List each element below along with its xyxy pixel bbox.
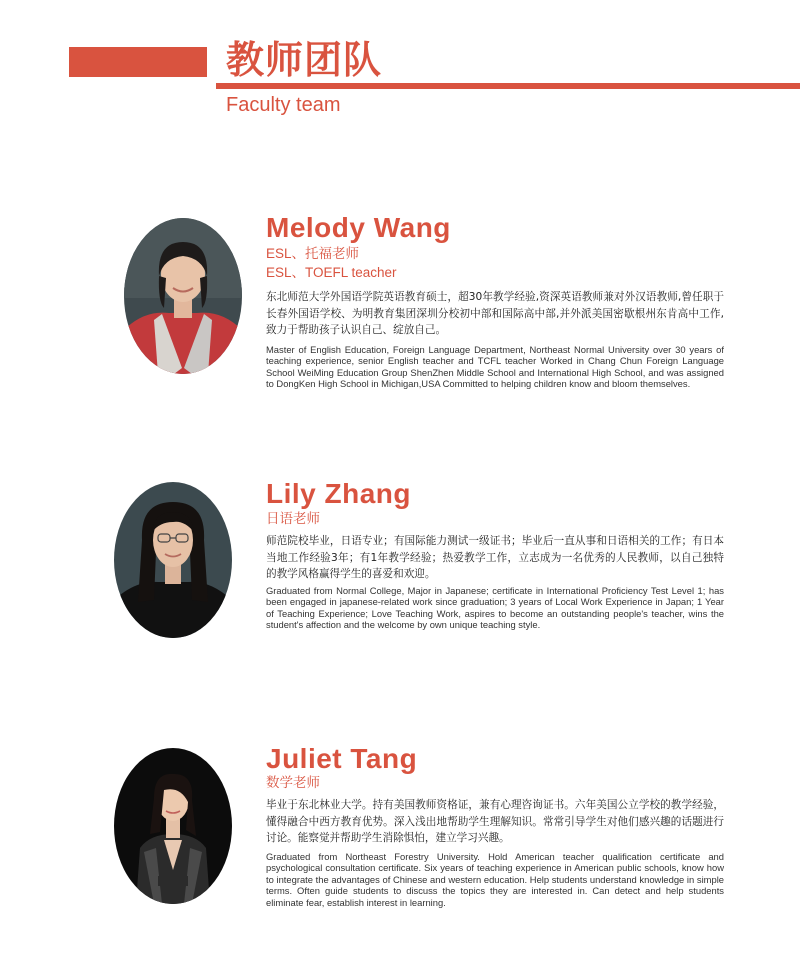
member-photo (114, 482, 232, 638)
member-description-en: Graduated from Northeast Forestry University. Hold American teacher qualification certificate and psychological consultation certificate. Six years of teaching experience in American public schools, know how to integrate the advantages of Chinese and western education. Help students understand knowledge in simple terms. Often guide students to discuss the topics they are interested in. Can detect and help students eliminate fear, establish interest in learning. (266, 851, 724, 908)
member-description-cn: 师范院校毕业，日语专业；有国际能力测试一级证书；毕业后一直从事和日语相关的工作；有日本当地工作经验3年；有1年教学经验；热爱教学工作，立志成为一名优秀的人民教师，以自己独特的教学风格赢得学生的喜爱和欢迎。 (266, 535, 724, 580)
member-role-cn: 数学老师 (266, 775, 320, 790)
member-description-cn: 东北师范大学外国语学院英语教育硕士，超30年教学经验,资深英语教师兼对外汉语教师,曾任职于长春外国语学校、为明教育集团深圳分校初中部和国际高中部,并外派美国密歇根州东肯高中工作,致力于帮助孩子认识自己、绽放自己。 (266, 291, 724, 336)
member-description-en: Master of English Education, Foreign Language Department, Northeast Normal University over 30 years of teaching experience, senior English teacher and TCFL teacher Worked in Chang Chun Foreign Language School WeiMing Education Group ShenZhen Middle School and International High School, and was assigned to DongKen High School in Michigan,USA Committed to helping children know and bloom themselves. (266, 344, 724, 390)
member-name: Juliet Tang (266, 743, 418, 774)
member-role-cn: 日语老师 (266, 511, 320, 526)
page-title-cn: 教师团队 (226, 38, 383, 82)
member-role-cn: ESL、托福老师 (266, 246, 360, 261)
page-header (0, 0, 800, 130)
member-role-en: ESL、TOEFL teacher (266, 265, 397, 280)
member-name: Melody Wang (266, 212, 451, 243)
page-title-en: Faculty team (226, 94, 341, 116)
member-photo (124, 218, 242, 374)
member-description-cn: 毕业于东北林业大学。持有美国教师资格证，兼有心理咨询证书。六年美国公立学校的教学经验，懂得融合中西方教育优势。深入浅出地帮助学生理解知识。常常引导学生对他们感兴趣的话题进行讨论。能察觉并帮助学生消除惧怕，建立学习兴趣。 (266, 799, 724, 844)
header-accent-bar (69, 47, 207, 77)
member-name: Lily Zhang (266, 478, 411, 509)
header-rule (216, 83, 800, 89)
member-description-en: Graduated from Normal College, Major in Japanese; certificate in International Proficiency Test Level 1; has been engaged in japanese-related work since graduation; 3 years of Local Work Experience in Japan; 1 Year of Teaching Experience; Love Teaching Work, aspires to become an outstanding people's teacher, wins the student's affection and the welcome by own unique teaching style. (266, 585, 724, 631)
member-photo (114, 748, 232, 904)
